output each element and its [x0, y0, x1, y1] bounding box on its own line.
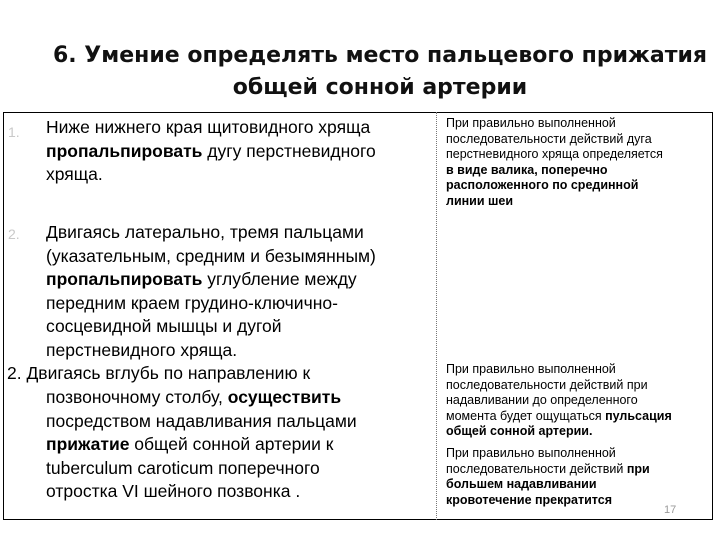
step-1-action: пропальпировать	[46, 140, 203, 161]
page-number: 17	[664, 504, 677, 516]
step-1-marker: 1.	[8, 124, 20, 140]
step-3-line: позвоночному столбу, осуществить	[46, 387, 342, 407]
step-3-line: посредством надавливания пальцами	[46, 410, 357, 431]
step-3-keyword: прижатие	[46, 434, 130, 454]
note-2: При правильно выполненной последовательности действий при надавливании до определенного момента будет ощущаться пульсация общей сонной артерии.	[446, 362, 672, 438]
step-2-marker: 2.	[8, 226, 20, 242]
step-2-line: передним краем грудино-ключично-	[46, 292, 338, 313]
slide-title-line-1: 6. Умение определять место пальцевого прижатия	[52, 43, 708, 68]
step-2-line: (указательным, средним и безымянным)	[46, 245, 376, 266]
step-2-line: сосцевидной мышцы и дугой	[46, 316, 282, 336]
step-1-line: Ниже нижнего края щитовидного хряща	[46, 117, 371, 137]
slide-title-line-2: общей сонной артерии	[232, 75, 528, 100]
step-2-line: Двигаясь латерально, тремя пальцами	[46, 222, 364, 242]
step-2-line: перстневидного хряща.	[46, 339, 238, 360]
step-1-line: пропальпировать дугу перстневидного	[46, 140, 376, 161]
step-3-text-cont	[46, 386, 357, 504]
step-2-text	[46, 221, 376, 362]
step-3-line: tuberculum caroticum поперечного	[46, 457, 320, 478]
step-1-line: хряща.	[46, 164, 103, 184]
note-1: При правильно выполненной последовательности действий дуга перстневидного хряща определяется в виде валика, поперечно расположенного по срединной линии шеи	[446, 116, 663, 208]
step-2-line: пропальпировать углубление между	[46, 269, 357, 289]
column-divider	[436, 112, 437, 520]
slide-title	[40, 40, 720, 104]
step-1-text	[46, 116, 376, 187]
step-3-line: 2. Двигаясь вглубь по направлению к	[7, 363, 311, 383]
note-3: При правильно выполненной последовательности действий при большем надавливании кровотечение прекратится	[446, 446, 650, 507]
step-3-line: отростка VI шейного позвонка .	[46, 481, 301, 501]
step-3-action: осуществить	[227, 387, 342, 407]
step-3-line: прижатие общей сонной артерии к	[46, 434, 334, 454]
step-3-text	[7, 362, 310, 386]
step-2-action: пропальпировать	[46, 269, 203, 289]
